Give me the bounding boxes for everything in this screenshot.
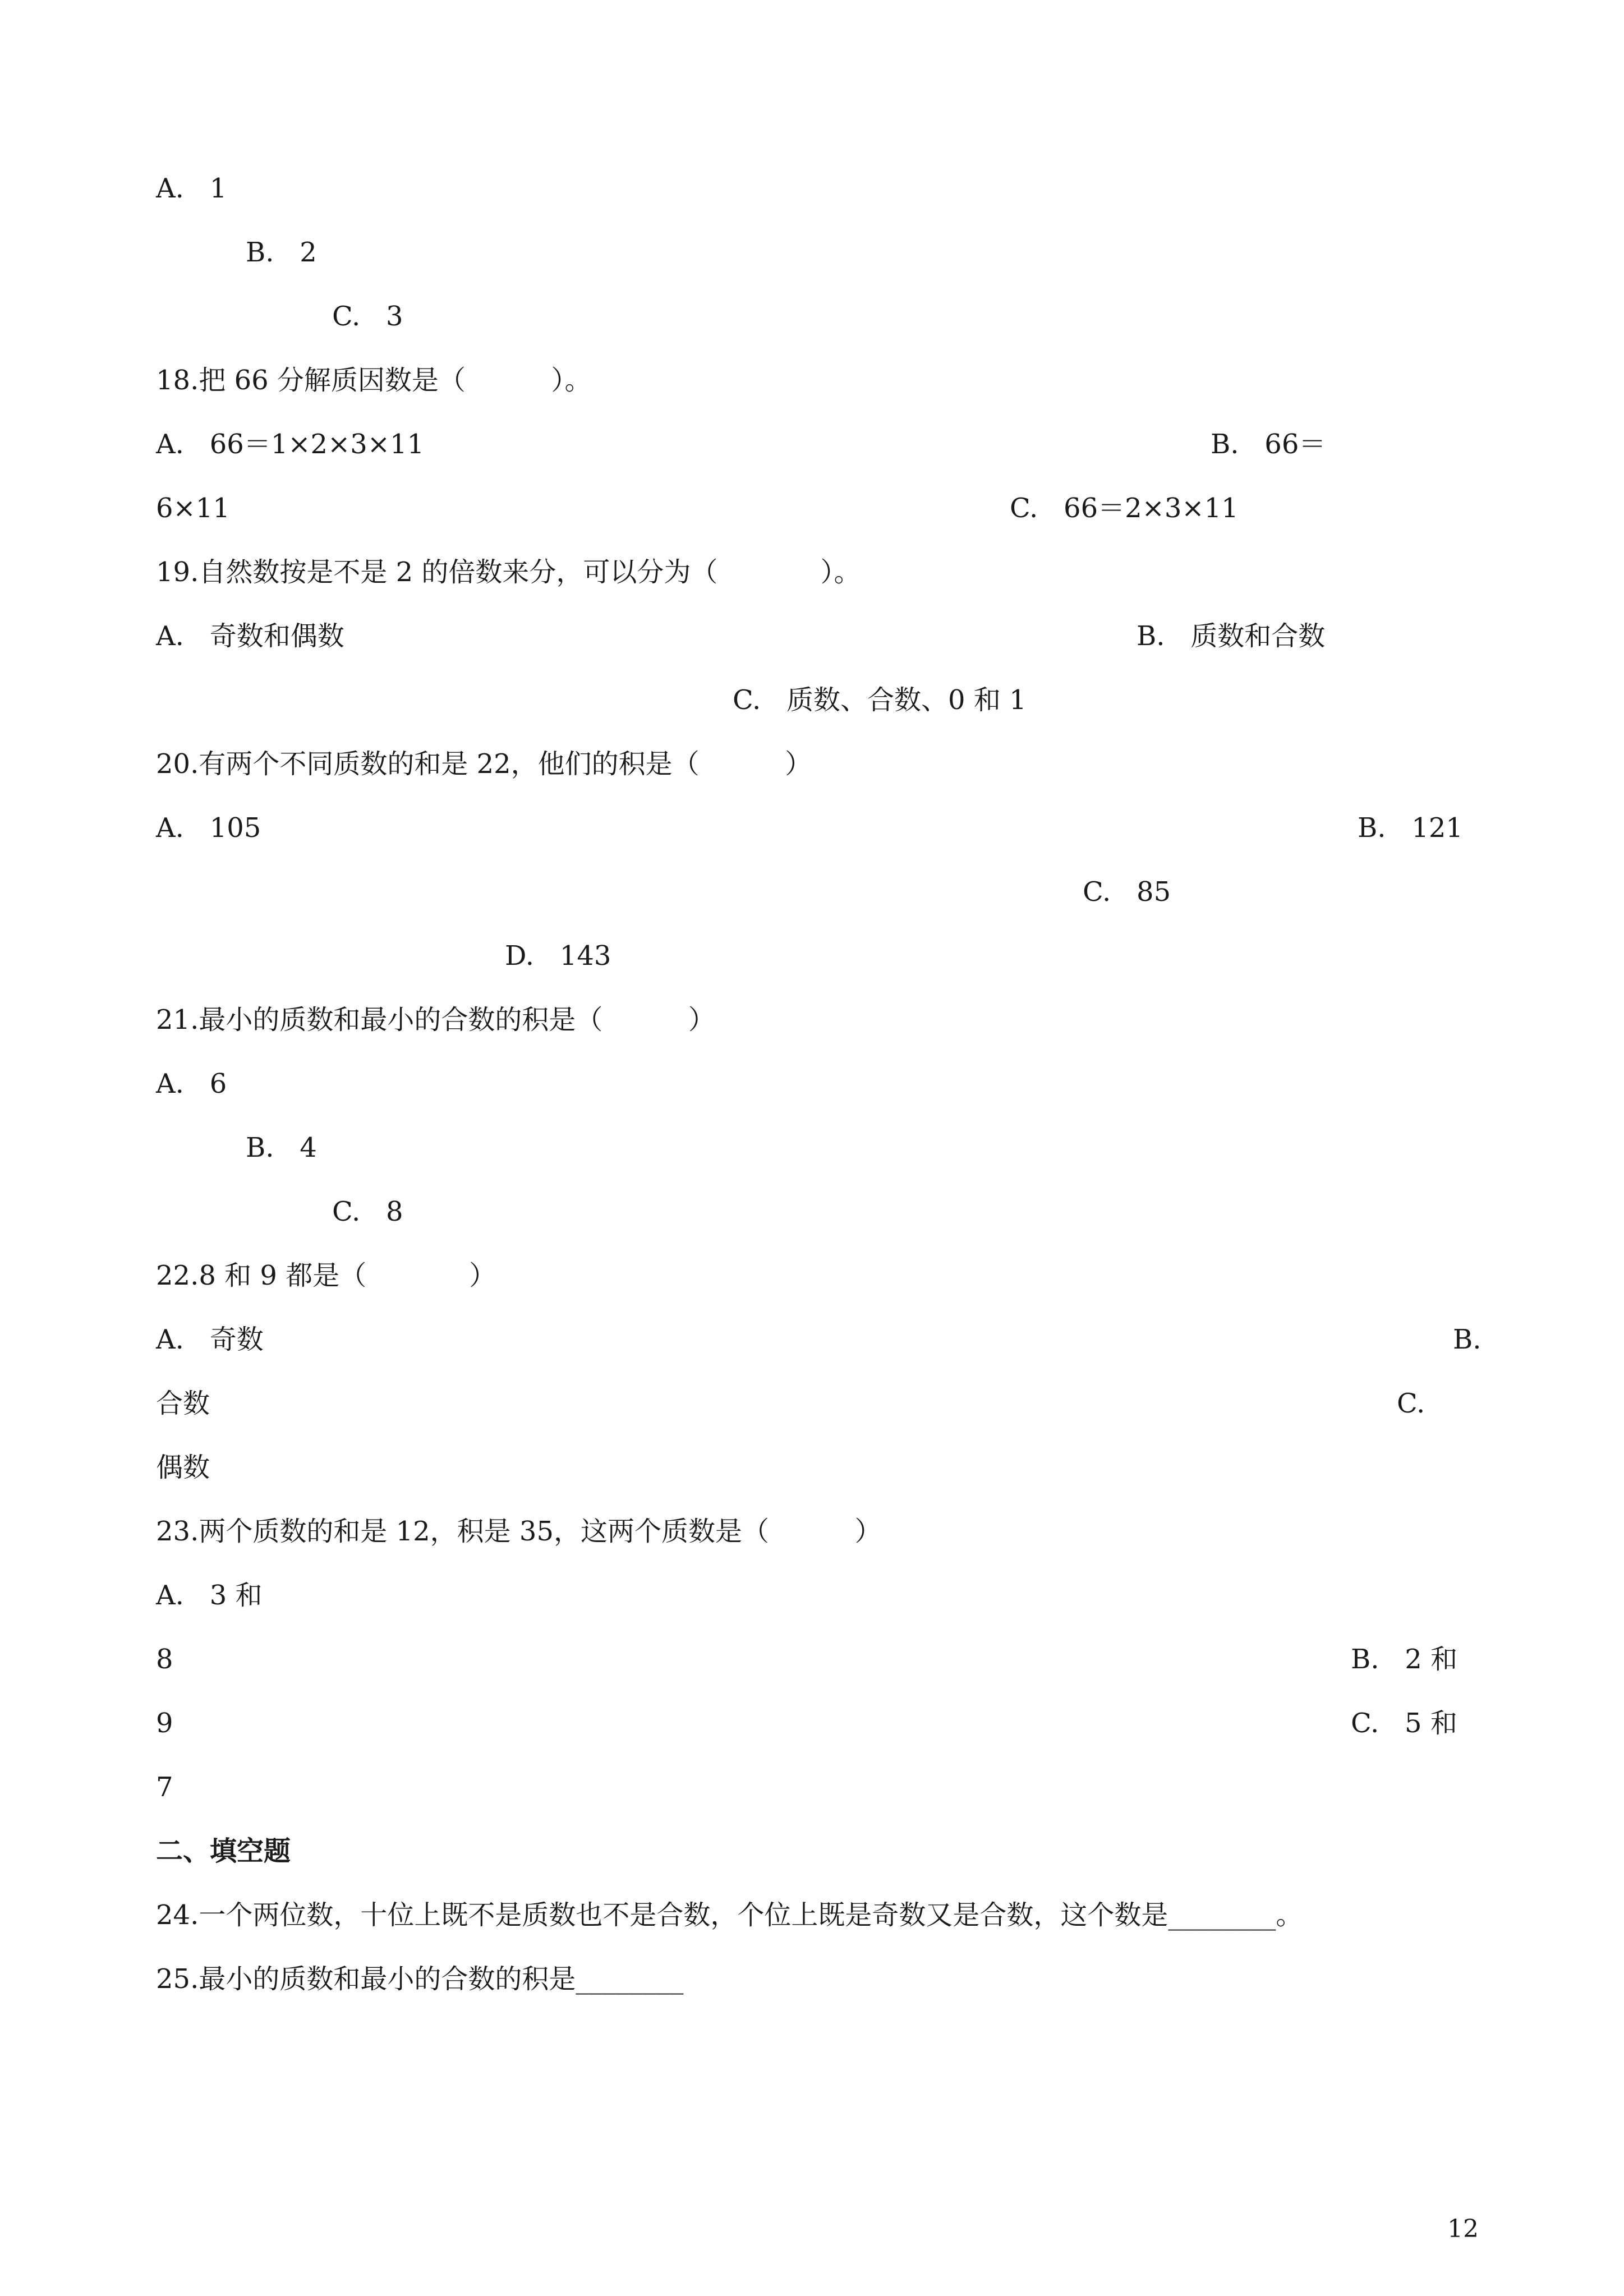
q18-option-a: A. 66＝1×2×3×11	[156, 429, 425, 460]
question-21: 21.最小的质数和最小的合数的积是（ ）	[156, 1004, 715, 1036]
q19-option-b: B. 质数和合数	[1137, 620, 1326, 652]
q19-option-c: C. 质数、合数、0 和 1	[733, 684, 1027, 716]
q19-option-a: A. 奇数和偶数	[156, 620, 344, 652]
question-23: 23.两个质数的和是 12，积是 35，这两个质数是（ ）	[156, 1516, 882, 1547]
q18-option-b-continued: 6×11	[156, 493, 230, 524]
q20-option-a: A. 105	[156, 812, 261, 844]
q23-option-a-continued: 8	[156, 1644, 173, 1675]
q22-option-a: A. 奇数	[156, 1324, 264, 1355]
q22-option-c-text: 偶数	[156, 1452, 210, 1483]
q18-option-c: C. 66＝2×3×11	[1010, 493, 1239, 524]
q20-option-d: D. 143	[505, 940, 611, 972]
section-heading-fill-in: 二、填空题	[156, 1835, 291, 1867]
page-number: 12	[1447, 2215, 1479, 2243]
q22-option-b-text: 合数	[156, 1388, 210, 1419]
q23-option-c-continued: 7	[156, 1772, 173, 1803]
q21-option-a: A. 6	[156, 1068, 227, 1099]
q18-option-b: B. 66＝	[1211, 429, 1326, 460]
question-20: 20.有两个不同质数的和是 22，他们的积是（ ）	[156, 748, 812, 780]
q20-option-c: C. 85	[1083, 876, 1171, 908]
question-24: 24.一个两位数，十位上既不是质数也不是合数，个位上既是奇数又是合数，这个数是________。	[156, 1899, 1303, 1931]
question-22: 22.8 和 9 都是（ ）	[156, 1260, 496, 1291]
q22-option-b-label: B.	[1453, 1324, 1482, 1355]
q21-option-b: B. 4	[246, 1132, 317, 1163]
question-18: 18.把 66 分解质因数是（ ）。	[156, 365, 592, 396]
q23-option-b-continued: 9	[156, 1708, 173, 1739]
question-19: 19.自然数按是不是 2 的倍数来分，可以分为（ ）。	[156, 556, 861, 588]
q17-option-b: B. 2	[246, 237, 317, 268]
q23-option-a: A. 3 和	[156, 1580, 263, 1611]
q17-option-c: C. 3	[332, 301, 403, 332]
q17-option-a: A. 1	[156, 173, 227, 204]
q21-option-c: C. 8	[332, 1196, 403, 1227]
q20-option-b: B. 121	[1358, 812, 1463, 844]
q22-option-c-label: C.	[1397, 1388, 1425, 1419]
q23-option-c: C. 5 和	[1351, 1708, 1457, 1739]
q23-option-b: B. 2 和	[1351, 1644, 1458, 1675]
question-25: 25.最小的质数和最小的合数的积是________	[156, 1963, 684, 1995]
